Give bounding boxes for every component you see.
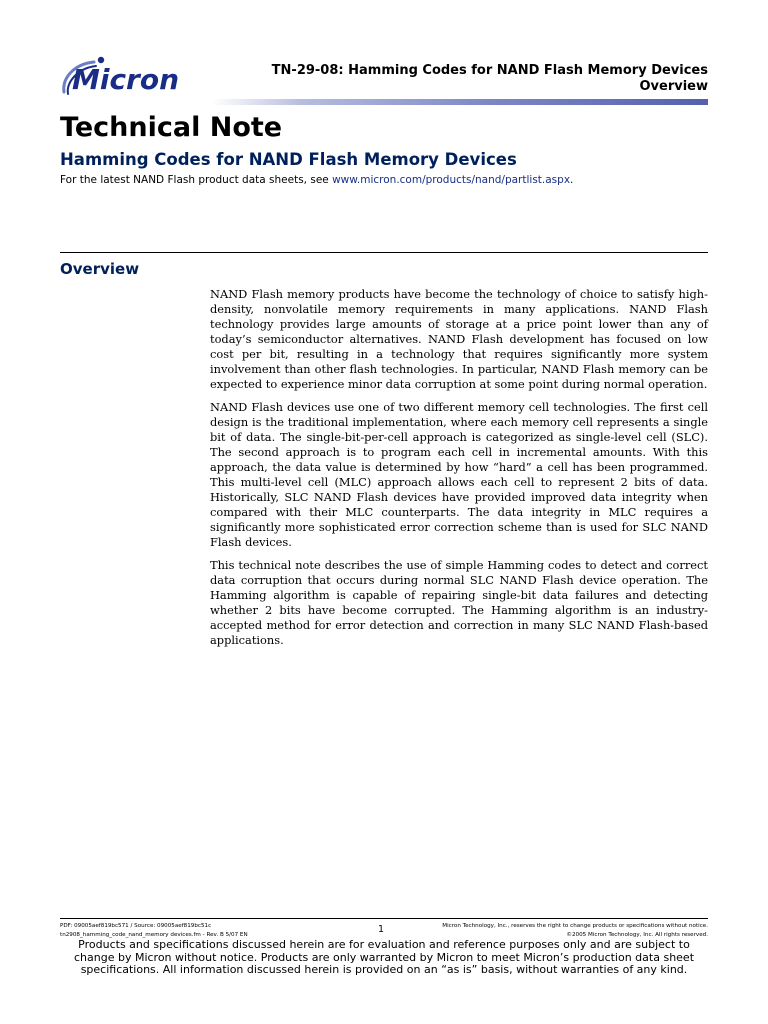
partlist-link[interactable]: www.micron.com/products/nand/partlist.aspx bbox=[332, 174, 571, 186]
header-gradient-rule bbox=[212, 99, 708, 105]
body-paragraph: NAND Flash devices use one of two different memory cell technologies. The first cell design is the traditional implementation, where each memory cell represents a single bit of data. The single-bit-per-cell approach is categorized as single-level cell (SLC). The second approach is to program each cell in incremental amounts. With this approach, the data value is determined by how “hard” a cell has been programmed. This multi-level cell (MLC) approach allows each cell to represent 2 bits of data. Historically, SLC NAND Flash devices have provided improved data integrity when compared with their MLC counterparts. The data integrity in MLC requires a significantly more sophisticated error correction scheme than is used for SLC NAND Flash devices. bbox=[210, 400, 708, 549]
latest-suffix: . bbox=[570, 174, 574, 186]
latest-datasheets-note bbox=[60, 173, 573, 187]
micron-logo-graphic bbox=[60, 52, 210, 98]
footer-pdf-id: PDF: 09005aef819bc571 / Source: 09005aef819bc51c bbox=[60, 923, 212, 929]
footer-file-rev: tn2908_hamming_code_nand_memory devices.fm - Rev. B 5/07 EN bbox=[60, 932, 248, 938]
overview-body bbox=[210, 287, 708, 656]
latest-prefix: For the latest NAND Flash product data sheets, see bbox=[60, 174, 333, 186]
body-paragraph: This technical note describes the use of simple Hamming codes to detect and correct data corruption that occurs during normal SLC NAND Flash device operation. The Hamming algorithm is capable of repairing single-bit data failures and detecting whether 2 bits have become corrupted. The Hamming algorithm is an industry-accepted method for error detection and correction in many SLC NAND Flash-based applications. bbox=[210, 558, 708, 647]
logo-wordmark: Micron bbox=[72, 63, 180, 96]
footer-copyright-line: ©2005 Micron Technology, Inc. All rights reserved. bbox=[566, 932, 708, 938]
section-title-overview: Overview bbox=[60, 260, 140, 278]
document-title: Technical Note bbox=[60, 112, 283, 143]
section-divider bbox=[60, 252, 708, 253]
header-title-line2: Overview bbox=[639, 79, 708, 94]
micron-logo bbox=[60, 52, 210, 98]
header-title-line1: TN-29-08: Hamming Codes for NAND Flash Memory Devices bbox=[271, 63, 708, 78]
footer-divider bbox=[60, 918, 708, 919]
page-number: 1 bbox=[378, 924, 385, 935]
body-paragraph: NAND Flash memory products have become the technology of choice to satisfy high-density, nonvolatile memory requirements in many applications. NAND Flash technology provides large amounts of storage at a price point lower than any of today’s semiconductor alternatives. NAND Flash development has focused on low cost per bit, resulting in a technology that requires significantly more system involvement than other flash technologies. In particular, NAND Flash memory can be expected to experience minor data corruption at some point during normal operation. bbox=[210, 287, 708, 391]
running-header bbox=[272, 63, 708, 95]
document-subtitle: Hamming Codes for NAND Flash Memory Devices bbox=[60, 150, 517, 169]
legal-disclaimer: Products and specifications discussed herein are for evaluation and reference purposes only and are subject to change by Micron without notice. Products are only warranted by Micron to meet Micron’s production data sheet specifications. All information discussed herein is provided on an “as is” basis, without warranties of any kind. bbox=[73, 938, 695, 976]
footer-notice: Micron Technology, Inc., reserves the right to change products or specifications without notice. bbox=[442, 923, 708, 929]
